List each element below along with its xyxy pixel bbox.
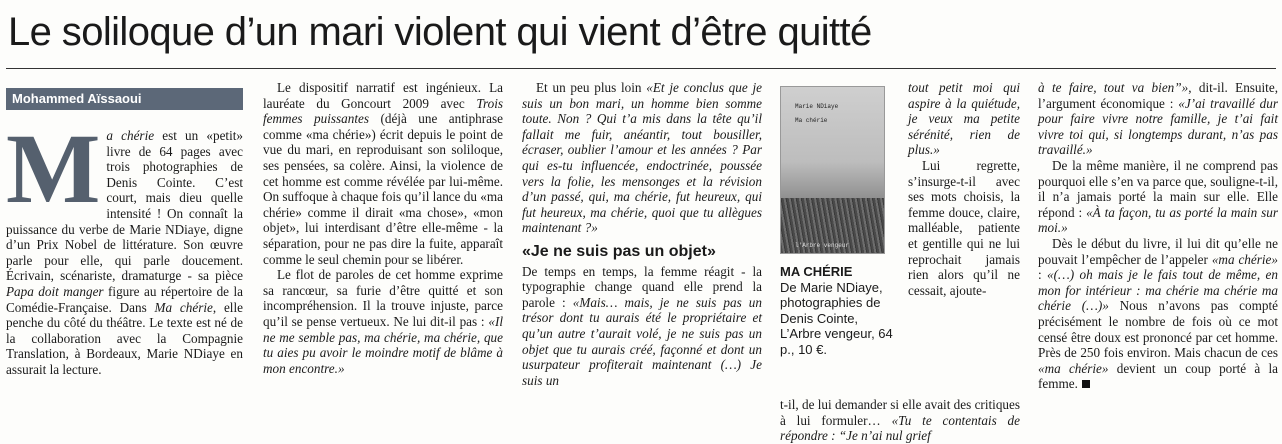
article-headline: Le soliloque d’un mari violent qui vient d’être quitté (8, 10, 872, 54)
paragraph: Lui regrette, s’insurge-t-il avec ses mots choisis, la femme douce, claire, malléable, patiente et gentille qui ne lui reprochait jamais rien alors qu’il ne cessait, ajoute- (908, 157, 1020, 298)
paragraph (522, 80, 762, 236)
author-byline: Mohammed Aïssaoui (6, 88, 243, 110)
text-run: t-il, de lui demander si elle avait des critiques à lui formuler… (780, 397, 1020, 428)
quote: «Mais… mais, je ne suis pas un trésor dont tu aurais été le propriétaire et qu’un autre t’aurait volé, je ne suis pas un objet que tu aurais créé, façonné et dont un usurpateur profiterait maintenant (…) Je suis un (522, 294, 762, 388)
text-run: , dit-il. Ensuite, l’argument économique : (1038, 80, 1279, 111)
quote: «Tu te contentais de répondre : “Je n’ai nul grief (780, 412, 1020, 444)
cover-title: Ma chérie (795, 117, 828, 124)
column-4 (908, 80, 1020, 298)
lead-text-3: , elle penche du côté du théâtre. Le texte est né de la collaboration avec la Compagnie Translation, à Bordeaux, Marie NDiaye en assurait la lecture. (6, 299, 243, 377)
quote: tout petit moi qui aspire à la quiétude, je veux ma petite sérénité, rien de plus.» (908, 80, 1020, 158)
lead-paragraph (6, 113, 244, 378)
paragraph (263, 80, 503, 267)
text-run: Nous n’avons pas compté précisément le nombre de fois où ce mot censé être doux est prononcé par cet homme. Près de 250 fois environ. Mais chacun de ces (1038, 298, 1278, 361)
caption-text: De Marie NDiaye, photographies de Denis Cointe, L’Arbre vengeur, 64 p., 10 €. (780, 279, 893, 357)
lead-italic: a chérie (106, 128, 155, 143)
lead-text-2: figure au répertoire de la Comédie-Française. Dans (6, 283, 243, 315)
book-caption (780, 264, 898, 357)
end-mark (1082, 380, 1090, 388)
subheading: «Je ne suis pas un objet» (522, 242, 716, 260)
column-4-continued (780, 397, 1020, 444)
text-run: Le dispositif narratif est ingénieux. La lauréate du Goncourt 2009 avec (263, 80, 503, 111)
text-run: Dès le début du livre, il lui dit qu’elle ne pouvait l’empêcher de l’appeler (1038, 235, 1278, 267)
paragraph (1038, 236, 1278, 392)
caption-title: MA CHÉRIE (780, 264, 853, 279)
column-1 (6, 113, 244, 378)
quote: «J’ai travaillé dur pour faire vivre notre famille, je t’ai fait vivre toi qui, si longtemps durant, n’as pas travaillé.» (1038, 95, 1278, 158)
quote: «(…) oh mais je le fais tout de même, en mon for intérieur : ma chérie ma chérie ma chérie (…)» (1038, 267, 1278, 314)
text-run: : (1038, 267, 1048, 283)
quote: «Et je conclus que je suis un bon mari, un homme bien somme toute. Non ? Qui t’a mis dans la tête qu’il fallait me fuir, anéantir, tout bousiller, écraser, oublier l’amour et les années ? Par qui es-tu influencée, endoctrinée, poussée vers la folie, les mensonges et la révision d’un passé, qui, ma chérie, fut heureux, qui fut heureux, ma chérie, quoi que tu allègues maintenant ?» (522, 80, 763, 236)
paragraph (522, 264, 762, 389)
book-title: Trois femmes puissantes (263, 95, 503, 127)
play-title: Papa doit manger (6, 283, 104, 299)
paragraph (263, 267, 503, 376)
drop-cap: M (6, 113, 101, 224)
text-run: Et un peu plus loin (536, 80, 647, 95)
quote: «À ta façon, tu as porté la main sur moi.» (1038, 204, 1278, 236)
paragraph (1038, 158, 1278, 236)
quote: «ma chérie» (1211, 251, 1278, 267)
lead-text: est un «petit» livre de 64 pages avec trois photographies de Denis Cointe. C’est court, mais dieu quelle intensité ! On connaît la puissance du verbe de Marie NDiaye, digne d’un Prix Nobel de littérature. Son œuvre parle pour elle, qui parle doucement. Écrivain, scénariste, dramaturge - sa pièce (6, 128, 244, 284)
column-5 (1038, 80, 1278, 392)
cover-author: Marie NDiaye (795, 103, 839, 110)
quote: à te faire, tout va bien”» (1038, 80, 1189, 95)
book-title: Ma chérie (154, 299, 213, 315)
quote: «Il ne me semble pas, ma chérie, ma chérie, que tu aies pu avoir le moindre motif de blâme à mon encontre.» (263, 313, 503, 376)
text-run: Le flot de paroles de cet homme exprime sa rancœur, sa furie d’être quitté et son incompréhension. Il la trouve injuste, parce qu’il se pense vertueux. Ne lui dit-il pas : (263, 267, 503, 329)
quote: «ma chérie» (1038, 360, 1109, 376)
cover-publisher: l'Arbre vengeur (795, 242, 850, 249)
paragraph (908, 80, 1020, 158)
text-run: (déjà une antiphrase comme «ma chérie») écrit depuis le point de vue du mari, en reproduisant son soliloque, ses pensées, sa colère. Ainsi, la violence de cet homme est comme révélée par lui-même. On suffoque à chaque fois qu’il lance du «ma chérie» comme il dirait «ma chose», «mon objet», lui interdisant d’être elle-même - la séparation, pour ne pas dire la fuite, apparaît comme le seul chemin pour se libérer. (263, 111, 503, 267)
headline-rule (6, 68, 1276, 69)
paragraph (1038, 80, 1278, 158)
text-run: devient un coup porté à la femme. (1038, 360, 1278, 392)
paragraph (780, 397, 1020, 444)
text-run: De la même manière, il ne comprend pas pourquoi elle s’en va parce que, souligne-t-il, il n’a jamais porté la main sur elle. Elle répond : (1038, 157, 1278, 220)
book-cover-image (780, 86, 885, 254)
text-run: De temps en temps, la femme réagit - la typographie change quand elle prend la parole : (522, 263, 762, 310)
column-2 (263, 80, 503, 376)
column-3 (522, 80, 762, 388)
